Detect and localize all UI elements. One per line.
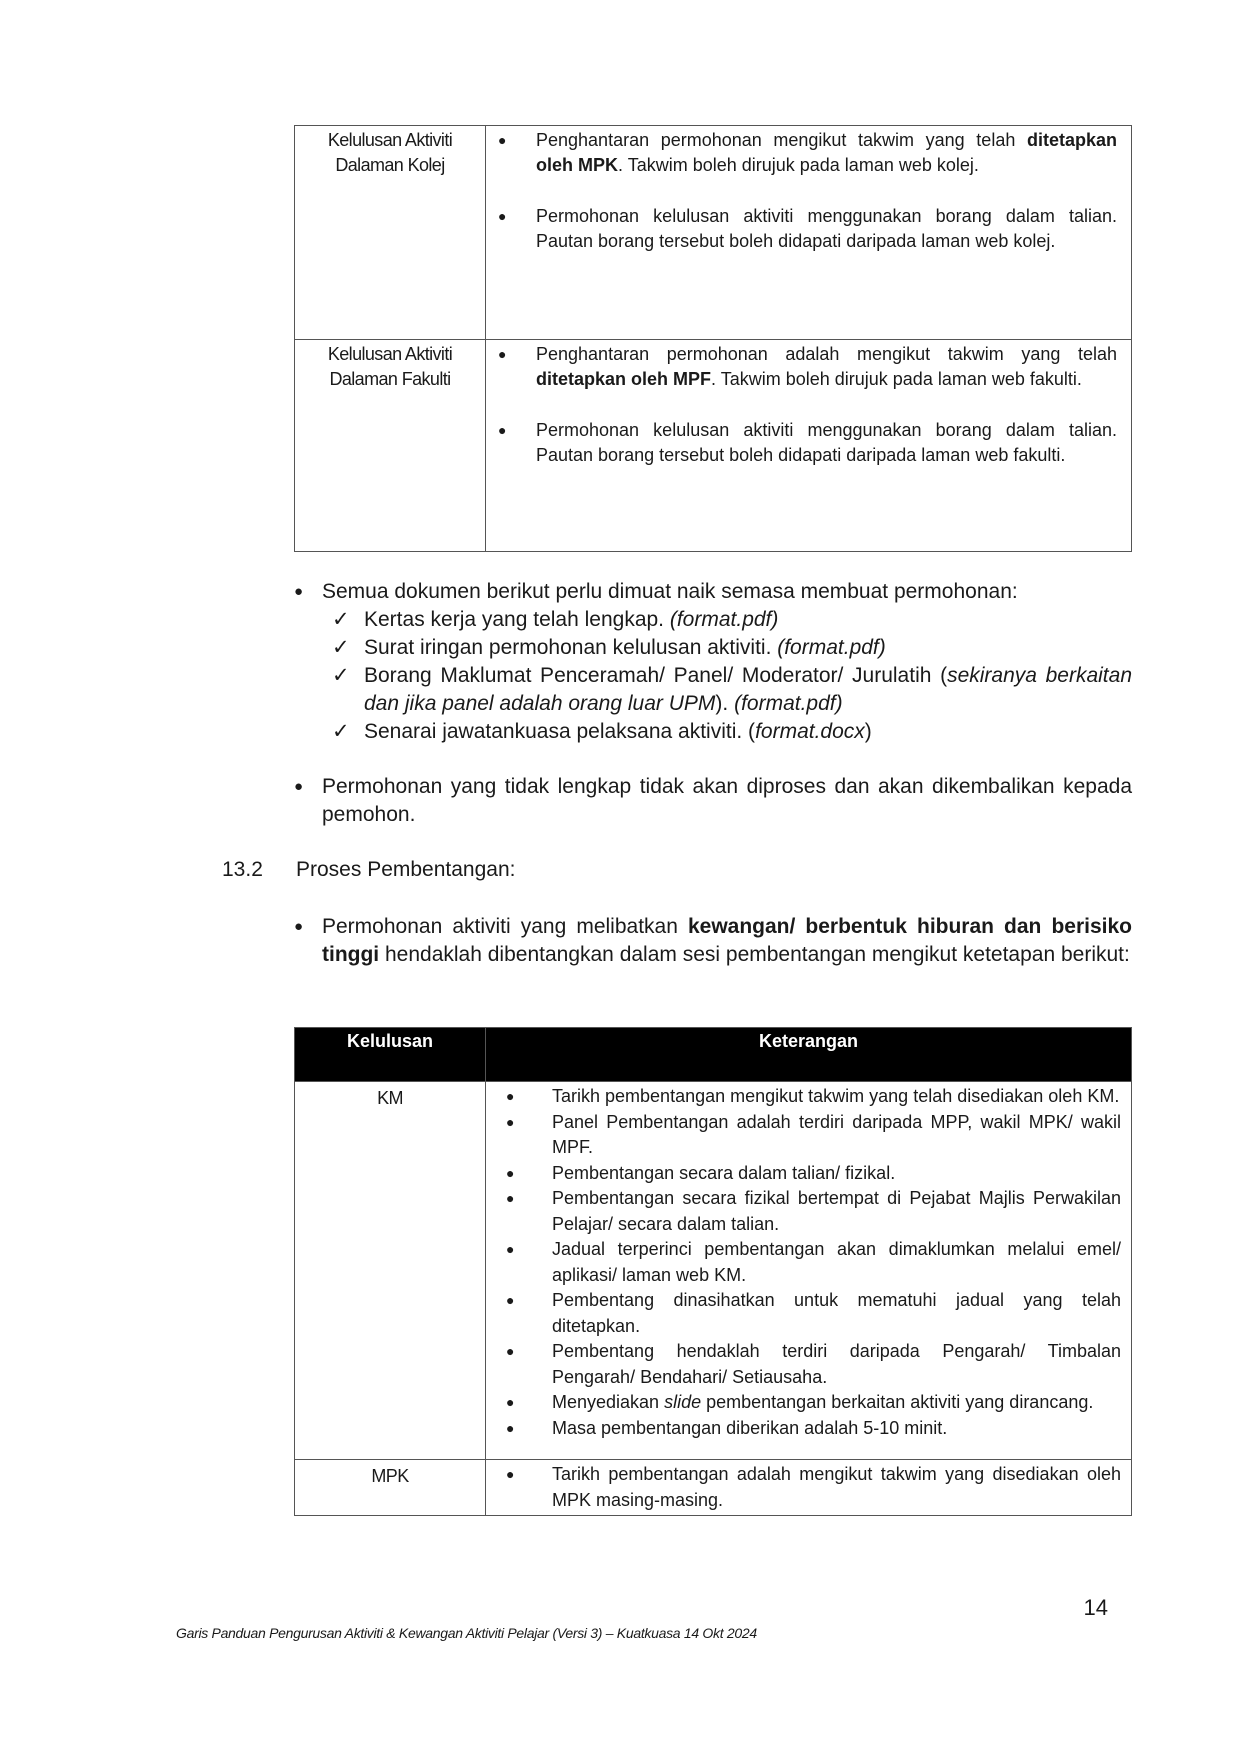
row-label: MPK (295, 1460, 486, 1516)
approval-table (294, 125, 1132, 552)
bullet-icon: ● (294, 778, 304, 795)
checkmark-icon: ✓ (332, 720, 350, 743)
bullet-icon: ● (498, 346, 507, 362)
list-item: ● Penghantaran permohonan mengikut takwim yang telah ditetapkan oleh MPK. Takwim boleh dirujuk pada laman web kolej. (494, 128, 1117, 178)
list-item: ● Permohonan aktiviti yang melibatkan kewangan/ berbentuk hiburan dan berisiko tinggi hendaklah dibentangkan dalam sesi pembentangan mengikut ketetapan berikut: (294, 913, 1132, 969)
bullet-icon: ● (506, 1466, 515, 1482)
page-number: 14 (1083, 1595, 1108, 1620)
bullet-icon: ● (506, 1343, 515, 1359)
table-row (295, 1460, 1132, 1516)
bullet-icon: ● (506, 1190, 515, 1206)
bullet-icon: ● (506, 1113, 515, 1130)
checkmark-icon: ✓ (332, 608, 350, 631)
checklist-item: ✓ Kertas kerja yang telah lengkap. (format.pdf) (332, 606, 1132, 634)
list-item: ● Panel Pembentangan adalah terdiri daripada MPP, wakil MPK/ wakil MPF. (496, 1110, 1121, 1161)
checkmark-icon: ✓ (332, 664, 350, 687)
list-item: ● Jadual terperinci pembentangan akan dimaklumkan melalui emel/ aplikasi/ laman web KM. (496, 1237, 1121, 1288)
presentation-intro (294, 913, 1132, 969)
column-header-keterangan: Keterangan (486, 1028, 1132, 1082)
row-label: Kelulusan Aktiviti Dalaman Kolej (295, 126, 486, 340)
bullet-icon: ● (294, 918, 304, 935)
row-description (486, 1460, 1132, 1516)
documents-required (294, 578, 1132, 746)
list-item: ● Permohonan kelulusan aktiviti menggunakan borang dalam talian. Pautan borang tersebut boleh didapati daripada laman web fakulti. (494, 418, 1117, 468)
bullet-icon: ● (498, 208, 507, 224)
column-header-kelulusan: Kelulusan (295, 1028, 486, 1082)
table-row (295, 126, 1132, 340)
list-item: ● Menyediakan slide pembentangan berkaitan aktiviti yang dirancang. (496, 1390, 1121, 1416)
checkmark-icon: ✓ (332, 636, 350, 659)
list-item: ● Semua dokumen berikut perlu dimuat naik semasa membuat permohonan: (294, 578, 1132, 606)
list-item: ● Tarikh pembentangan adalah mengikut takwim yang disediakan oleh MPK masing-masing. (496, 1462, 1121, 1513)
table-row (295, 1082, 1132, 1460)
row-description (486, 340, 1132, 552)
checklist-item: ✓ Borang Maklumat Penceramah/ Panel/ Moderator/ Jurulatih (sekiranya berkaitan dan jika panel adalah orang luar UPM). (format.pdf) (332, 662, 1132, 718)
bullet-icon: ● (294, 583, 304, 600)
bullet-icon: ● (506, 1394, 515, 1410)
section-title: Proses Pembentangan: (296, 858, 516, 881)
bullet-icon: ● (506, 1241, 515, 1257)
bullet-icon: ● (506, 1292, 515, 1308)
list-item: ● Masa pembentangan diberikan adalah 5-10 minit. (496, 1416, 1121, 1442)
bullet-icon: ● (506, 1164, 515, 1181)
list-item: ● Permohonan yang tidak lengkap tidak akan diproses dan akan dikembalikan kepada pemohon. (294, 773, 1132, 829)
checklist-item: ✓ Surat iringan permohonan kelulusan aktiviti. (format.pdf) (332, 634, 1132, 662)
bullet-icon: ● (498, 132, 507, 148)
list-item: ● Pembentangan secara fizikal bertempat di Pejabat Majlis Perwakilan Pelajar/ secara dalam talian. (496, 1186, 1121, 1237)
footer-text: Garis Panduan Pengurusan Aktiviti & Kewangan Aktiviti Pelajar (Versi 3) – Kuatkuasa 14 Okt 2024 (176, 1625, 757, 1641)
row-description (486, 126, 1132, 340)
section-heading (222, 858, 515, 882)
row-label: Kelulusan Aktiviti Dalaman Fakulti (295, 340, 486, 552)
bullet-icon: ● (506, 1088, 515, 1104)
row-label: KM (295, 1082, 486, 1460)
list-item: ● Pembentang dinasihatkan untuk mematuhi jadual yang telah ditetapkan. (496, 1288, 1121, 1339)
list-item: ● Pembentang hendaklah terdiri daripada Pengarah/ Timbalan Pengarah/ Bendahari/ Setiausaha. (496, 1339, 1121, 1390)
list-item: ● Permohonan kelulusan aktiviti menggunakan borang dalam talian. Pautan borang tersebut boleh didapati daripada laman web kolej. (494, 204, 1117, 254)
section-number: 13.2 (222, 858, 263, 881)
table-row (295, 340, 1132, 552)
bullet-icon: ● (498, 422, 507, 438)
table-header-row (295, 1028, 1132, 1082)
list-item: ● Pembentangan secara dalam talian/ fizikal. (496, 1161, 1121, 1187)
row-description (486, 1082, 1132, 1460)
presentation-table (294, 1027, 1132, 1516)
incomplete-note (294, 773, 1132, 829)
checklist-item: ✓ Senarai jawatankuasa pelaksana aktiviti. (format.docx) (332, 718, 1132, 746)
list-item: ● Penghantaran permohonan adalah mengikut takwim yang telah ditetapkan oleh MPF. Takwim boleh dirujuk pada laman web fakulti. (494, 342, 1117, 392)
bullet-icon: ● (506, 1419, 515, 1436)
list-item: ● Tarikh pembentangan mengikut takwim yang telah disediakan oleh KM. (496, 1084, 1121, 1110)
